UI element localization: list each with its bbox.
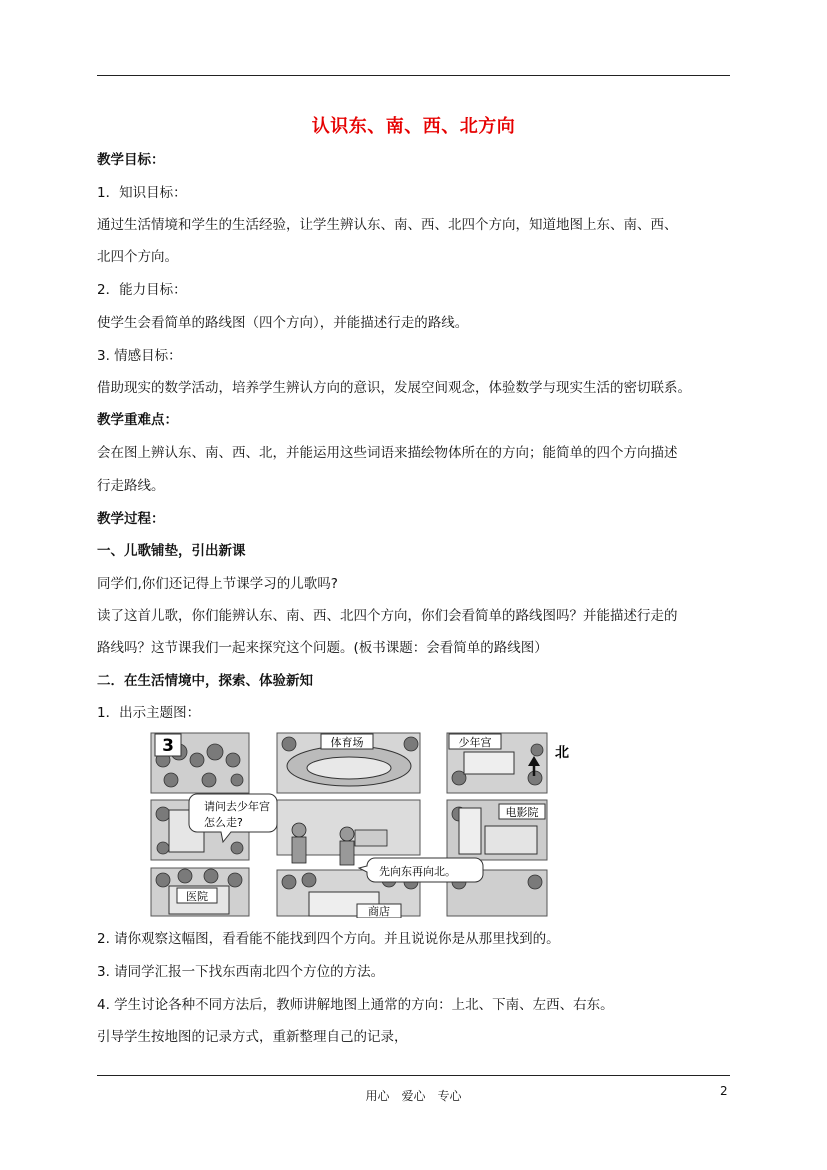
text-line: 路线吗？这节课我们一起来探究这个问题。(板书课题：会看简单的路线图）: [97, 640, 548, 656]
text-line: 2．能力目标：: [97, 282, 187, 298]
text-line: 引导学生按地图的记录方式，重新整理自己的记录，: [97, 1029, 408, 1045]
heading-process: 教学过程：: [97, 511, 165, 527]
question-bubble-line1: 请问去少年宫: [204, 800, 270, 813]
header-rule: [97, 75, 730, 76]
theme-map-figure: [149, 730, 577, 918]
text-line: 通过生活情境和学生的生活经验，让学生辨认东、南、西、北四个方向，知道地图上东、南、西、: [97, 217, 678, 233]
text-line: 同学们,你们还记得上节课学习的儿歌吗?: [97, 576, 338, 592]
text-line: 3. 请同学汇报一下找东西南北四个方位的方法。: [97, 964, 385, 980]
section-heading-2: 二．在生活情境中，探索、体验新知: [97, 673, 313, 689]
text-line: 使学生会看简单的路线图（四个方向），并能描述行走的路线。: [97, 315, 469, 331]
text-line: 1．出示主题图：: [97, 705, 201, 721]
heading-objectives: 教学目标：: [97, 152, 165, 168]
footer-motto: 用心 爱心 专心: [365, 1089, 462, 1103]
section-heading-1: 一、儿歌铺垫，引出新课: [97, 543, 246, 559]
youth-palace-label: 少年宫: [458, 736, 492, 749]
text-line: 2. 请你观察这幅图，看看能不能找到四个方向。并且说说你是从那里找到的。: [97, 931, 560, 947]
heading-key-points: 教学重难点：: [97, 412, 178, 428]
text-line: 1．知识目标：: [97, 185, 187, 201]
text-line: 读了这首儿歌，你们能辨认东、南、西、北四个方向，你们会看简单的路线图吗？并能描述行走的: [97, 608, 678, 624]
text-line: 3. 情感目标：: [97, 348, 182, 364]
cinema-label: 电影院: [505, 806, 539, 819]
stadium-label: 体育场: [330, 736, 364, 749]
text-line: 行走路线。: [97, 478, 165, 494]
page-title: 认识东、南、西、北方向: [311, 116, 516, 137]
map-number: 3: [162, 736, 174, 756]
text-line: 会在图上辨认东、南、西、北，并能运用这些词语来描绘物体所在的方向；能简单的四个方向描述: [97, 445, 678, 461]
hospital-label: 医院: [186, 890, 208, 903]
north-label: 北: [555, 745, 569, 761]
shop-label: 商店: [368, 905, 390, 918]
page-number: 2: [720, 1084, 728, 1098]
footer-rule: [97, 1075, 730, 1076]
answer-bubble: 先向东再向北。: [379, 865, 456, 878]
text-line: 北四个方向。: [97, 249, 178, 265]
question-bubble-line2: 怎么走?: [204, 816, 243, 829]
text-line: 借助现实的数学活动，培养学生辨认方向的意识，发展空间观念，体验数学与现实生活的密切联系。: [97, 380, 691, 396]
text-line: 4. 学生讨论各种不同方法后，教师讲解地图上通常的方向：上北、下南、左西、右东。: [97, 997, 614, 1013]
